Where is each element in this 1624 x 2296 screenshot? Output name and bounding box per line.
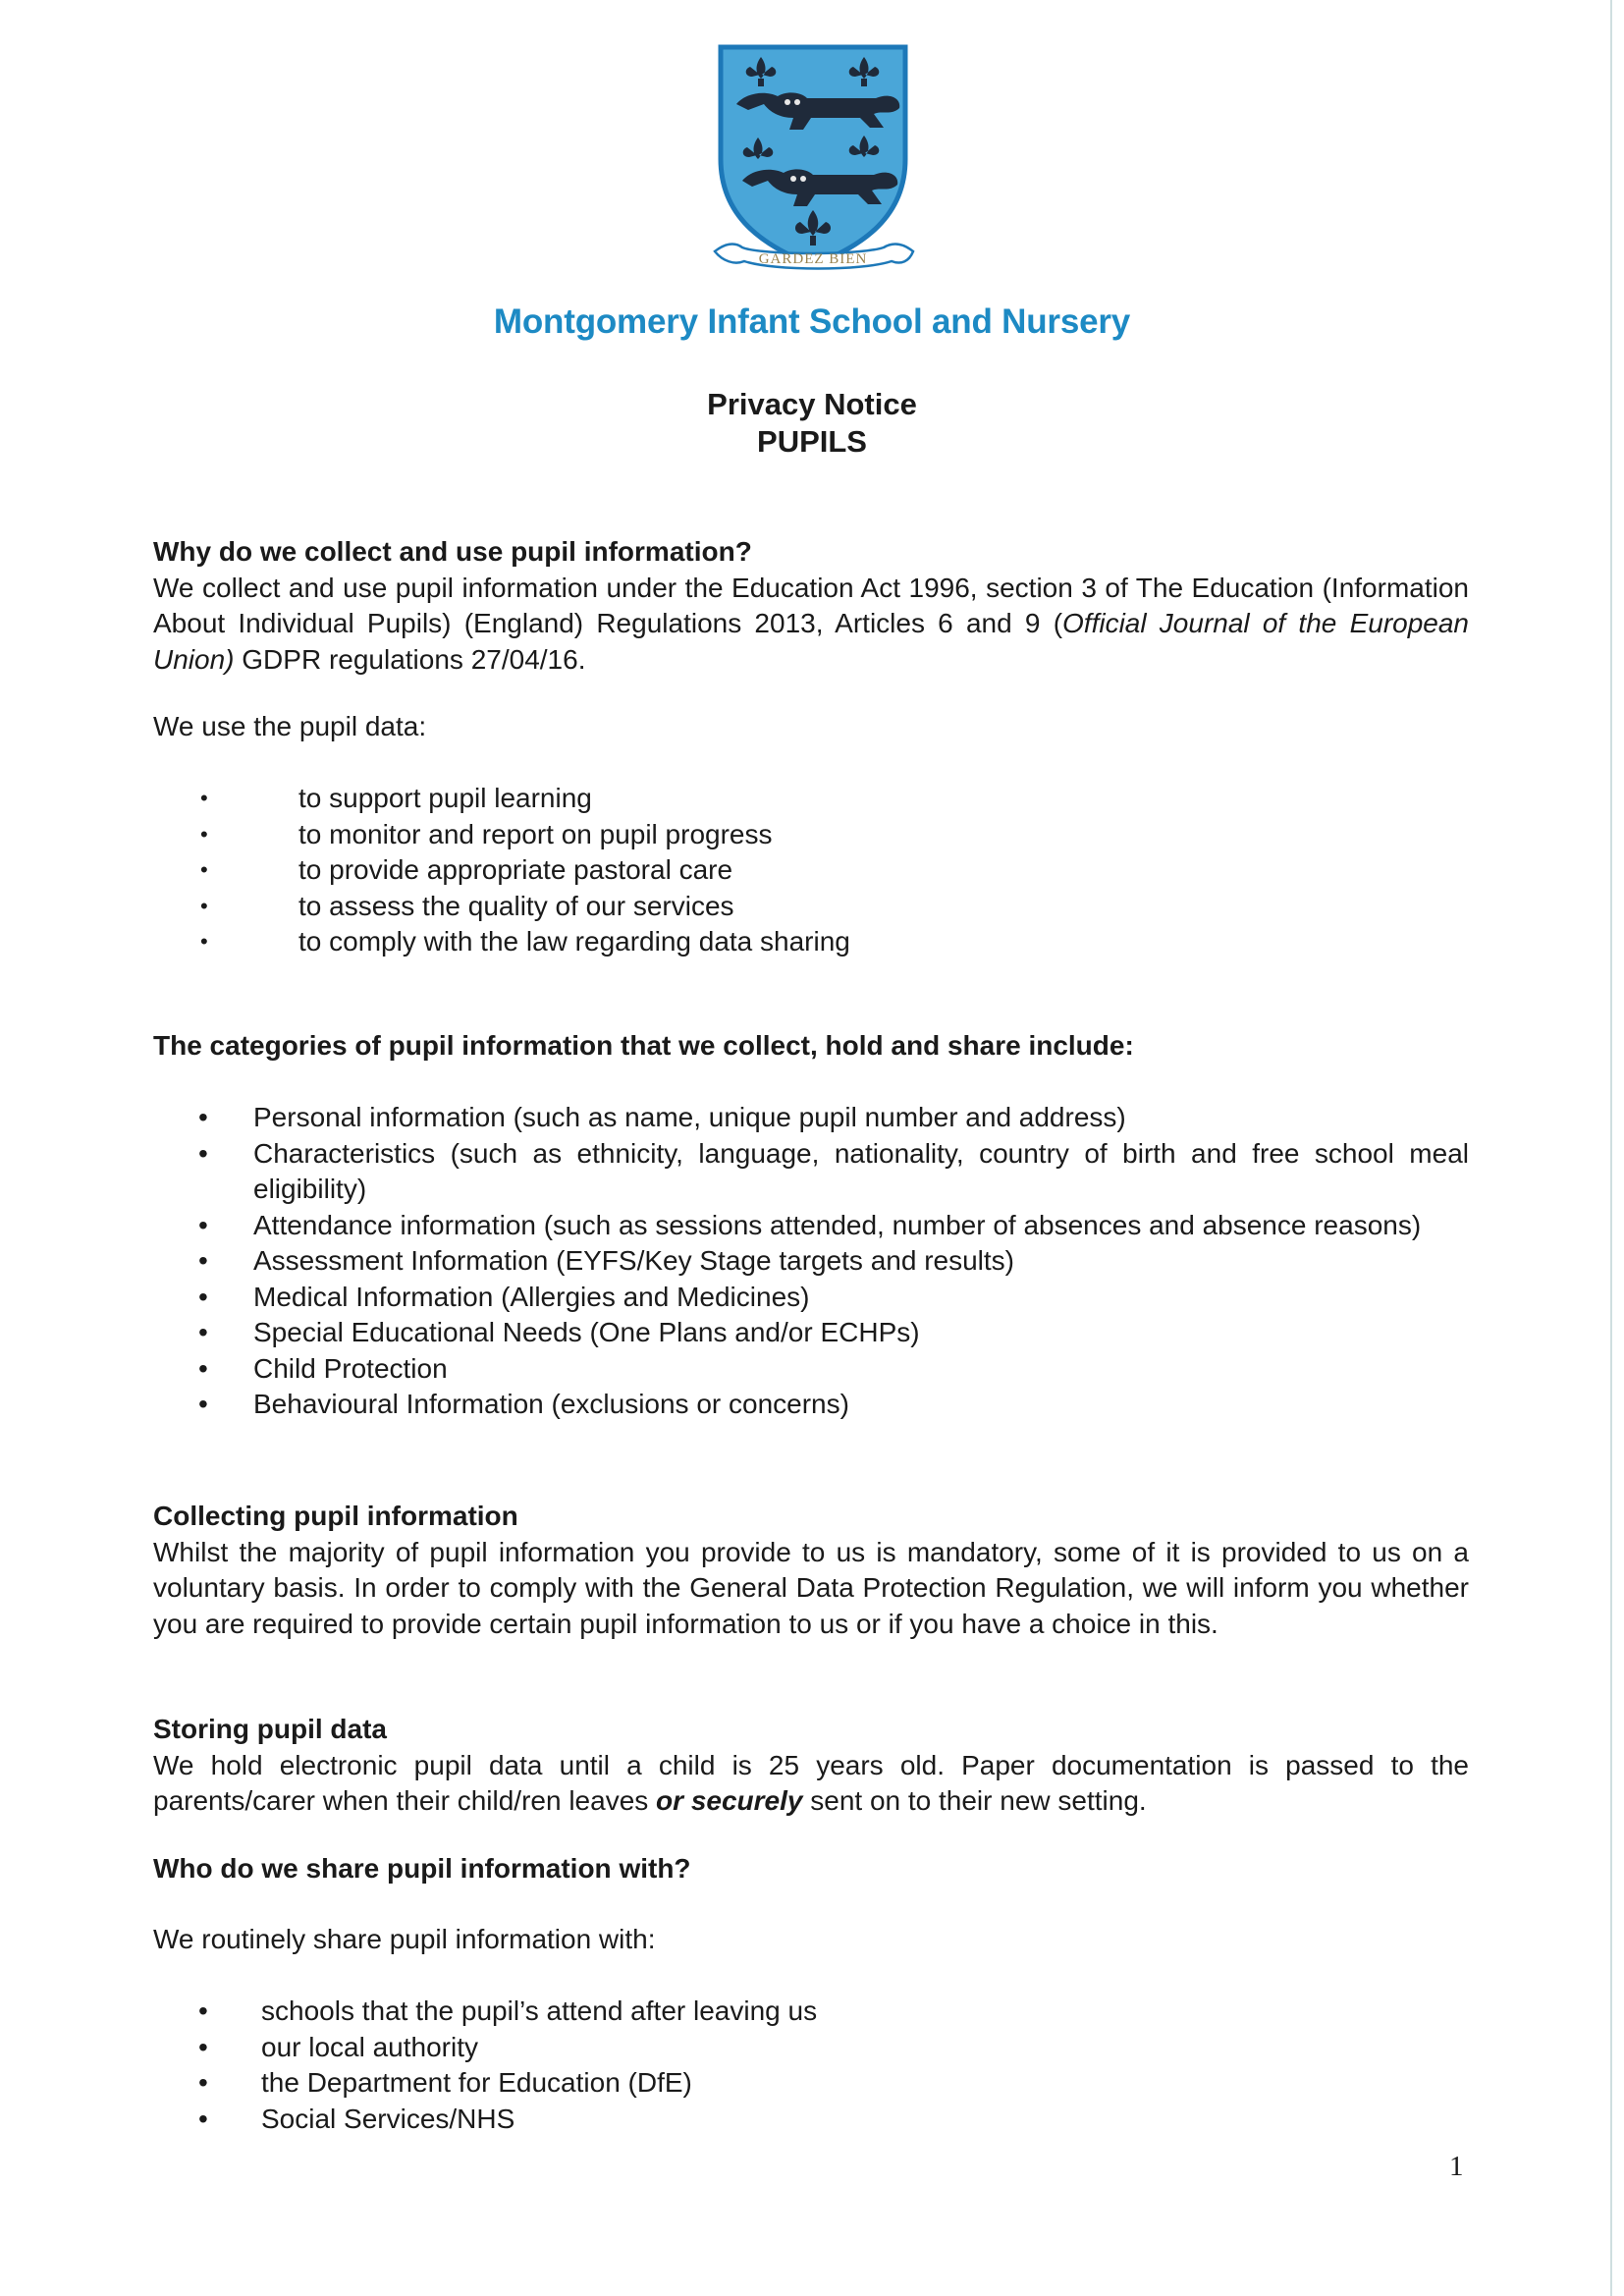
bullet-icon: • <box>200 857 208 882</box>
section-paragraph: Whilst the majority of pupil information you provide to us is mandatory, some of it is provided to us on a voluntary basis. In order to comply with the General Data Protection Regulation, we will inform you whether you are required to provide certain pupil information to us or if you have a choice in this. <box>153 1536 1469 1639</box>
bullet-icon: • <box>198 2067 208 2098</box>
bullet-icon: • <box>198 1352 208 1384</box>
bullet-icon: • <box>198 1102 208 1132</box>
bullet-icon: • <box>198 1317 208 1347</box>
document-subtitle: PUPILS <box>757 424 867 459</box>
bullet-icon: • <box>200 929 208 954</box>
uses-list <box>153 781 1469 960</box>
section-heading-categories: The categories of pupil information that we collect, hold and share include: <box>153 1030 1134 1061</box>
list-item: • Behavioural Information (exclusions or concerns) <box>153 1387 1469 1423</box>
list-item: • Attendance information (such as sessions attended, number of absences and absence reasons) <box>153 1208 1469 1244</box>
list-item: • to support pupil learning <box>153 781 1469 817</box>
list-item: • to comply with the law regarding data sharing <box>153 924 1469 960</box>
list-item: • Special Educational Needs (One Plans and/or ECHPs) <box>153 1315 1469 1351</box>
list-item: • Child Protection <box>153 1351 1469 1388</box>
uses-intro: We use the pupil data: <box>153 711 427 741</box>
section-heading: Collecting pupil information <box>153 1501 518 1531</box>
page-number: 1 <box>1449 2151 1464 2182</box>
list-item: • to assess the quality of our services <box>153 889 1469 925</box>
list-item: • Characteristics (such as ethnicity, language, nationality, country of birth and free school meal eligibility) <box>198 1137 1469 1204</box>
section-paragraph: We hold electronic pupil data until a child is 25 years old. Paper documentation is passed to the parents/carer when their child/ren leaves or securely sent on to their new setting. <box>153 1749 1469 1816</box>
bullet-icon: • <box>198 2103 208 2134</box>
bullet-icon: • <box>198 1995 208 2026</box>
categories-list <box>153 1100 1469 1423</box>
list-item: • to monitor and report on pupil progress <box>153 817 1469 853</box>
bullet-icon: • <box>198 2031 208 2062</box>
bullet-icon: • <box>200 893 208 918</box>
bullet-icon: • <box>198 1389 208 1419</box>
bullet-icon: • <box>200 821 208 847</box>
list-item: • our local authority <box>153 2030 1469 2066</box>
section-paragraph: We collect and use pupil information under the Education Act 1996, section 3 of The Education (Information About Individual Pupils) (England) Regulations 2013, Articles 6 and 9 (Official Journal of the European Union) GDPR regulations 27/04/16. <box>153 572 1469 675</box>
school-crest-logo <box>707 43 919 283</box>
section-heading: Storing pupil data <box>153 1714 387 1744</box>
list-item: • to provide appropriate pastoral care <box>153 852 1469 889</box>
list-item: • Assessment Information (EYFS/Key Stage targets and results) <box>153 1243 1469 1280</box>
sharing-intro: We routinely share pupil information with: <box>153 1924 656 1954</box>
section-why <box>153 534 1469 678</box>
sharing-list <box>153 1994 1469 2137</box>
section-collecting <box>153 1499 1469 1642</box>
bullet-icon: • <box>198 1281 208 1312</box>
section-storing <box>153 1712 1469 1820</box>
page-edge-line <box>1610 0 1612 2296</box>
school-name: Montgomery Infant School and Nursery <box>493 302 1131 341</box>
list-item: • Medical Information (Allergies and Medicines) <box>153 1280 1469 1316</box>
list-item: • Social Services/NHS <box>153 2102 1469 2138</box>
list-item: • Personal information (such as name, unique pupil number and address) <box>153 1100 1469 1136</box>
bullet-icon: • <box>200 786 208 810</box>
list-item: • the Department for Education (DfE) <box>153 2065 1469 2102</box>
section-heading-sharing: Who do we share pupil information with? <box>153 1853 691 1884</box>
section-heading: Why do we collect and use pupil information? <box>153 536 752 567</box>
bullet-icon: • <box>198 1245 208 1276</box>
crest-motto: GARDEZ BIEN <box>758 251 868 267</box>
bullet-icon: • <box>198 1137 208 1169</box>
list-item: • schools that the pupil’s attend after leaving us <box>153 1994 1469 2030</box>
document-title: Privacy Notice <box>707 387 917 421</box>
bullet-icon: • <box>198 1209 208 1240</box>
